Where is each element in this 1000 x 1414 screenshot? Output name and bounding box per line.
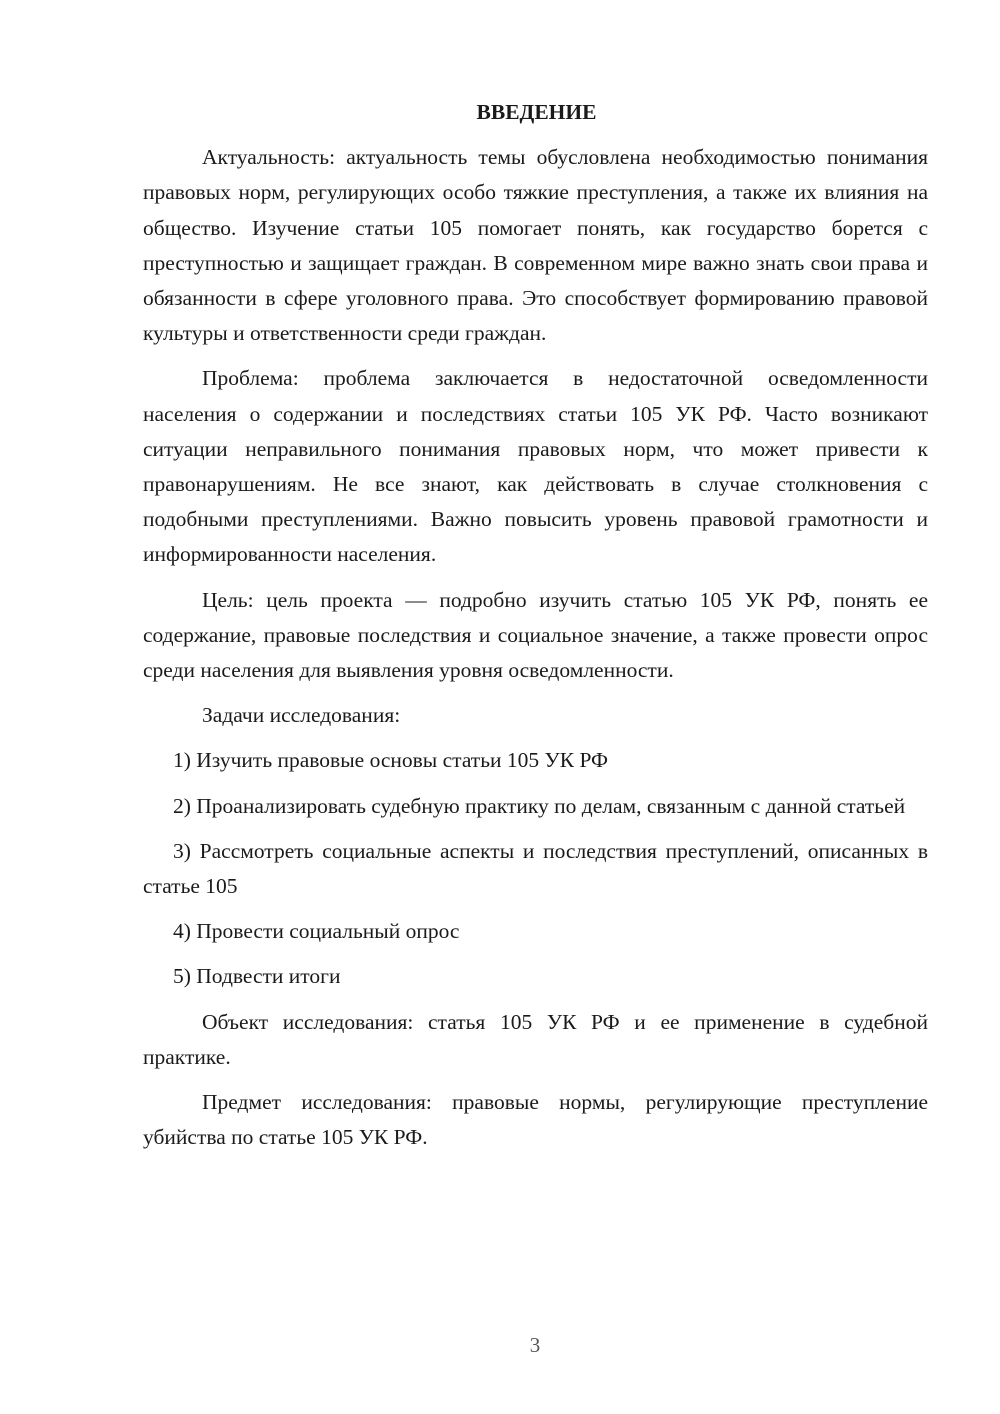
relevance-paragraph: Актуальность: актуальность темы обусловлена необходимостью понимания правовых норм, регулирующих особо тяжкие преступления, а также их влияния на общество. Изучение статьи 105 помогает понять, как государство борется с преступностью и защищает граждан. В современном мире важно знать свои права и обязанности в сфере уголовного права. Это способствует формированию правовой культуры и ответственности среди граждан. [143, 145, 928, 346]
research-object-paragraph: Объект исследования: статья 105 УК РФ и ее применение в судебной практике. [143, 1009, 928, 1069]
task-item: 4) Провести социальный опрос [173, 919, 460, 944]
research-subject-paragraph: Предмет исследования: правовые нормы, регулирующие преступление убийства по статье 105 УК РФ. [143, 1090, 928, 1150]
problem-paragraph: Проблема: проблема заключается в недостаточной осведомленности населения о содержании и последствиях статьи 105 УК РФ. Часто возникают ситуации неправильного понимания правовых норм, что может привести к правонарушениям. Не все знают, как действовать в случае столкновения с подобными преступлениями. Важно повысить уровень правовой грамотности и информированности населения. [143, 366, 928, 567]
task-item: 1) Изучить правовые основы статьи 105 УК РФ [173, 748, 609, 773]
section-title: ВВЕДЕНИЕ [476, 100, 597, 124]
tasks-heading: Задачи исследования: [202, 703, 401, 728]
goal-paragraph: Цель: цель проекта — подробно изучить статью 105 УК РФ, понять ее содержание, правовые последствия и социальное значение, а также провести опрос среди населения для выявления уровня осведомленности. [143, 587, 928, 683]
task-item: 2) Проанализировать судебную практику по делам, связанным с данной статьей [173, 793, 906, 818]
document-page [143, 95, 928, 1165]
task-item: 3) Рассмотреть социальные аспекты и последствия преступлений, описанных в статье 105 [143, 838, 928, 899]
task-item: 5) Подвести итоги [173, 964, 341, 989]
page-number: 3 [529, 1333, 541, 1357]
